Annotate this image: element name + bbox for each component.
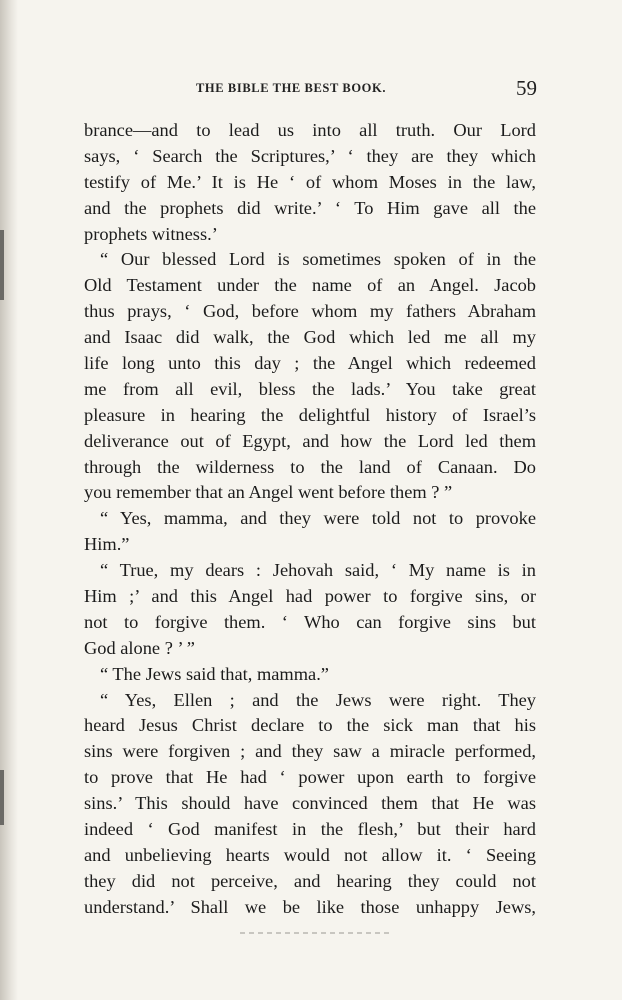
spine-mark <box>0 230 4 300</box>
spine-shadow <box>0 0 18 1000</box>
text-line: sins.’ This should have convinced them that He was <box>84 793 536 814</box>
page-number: 59 <box>516 76 537 100</box>
body-text <box>84 118 536 921</box>
text-line: life long unto this day ; the Angel which redeemed <box>84 353 536 374</box>
text-line: and the prophets did write.’ ‘ To Him gave all the <box>84 197 536 218</box>
text-line: brance—and to lead us into all truth. Our Lord <box>84 120 536 140</box>
text-line: sins were forgiven ; and they saw a miracle performed, <box>84 741 536 762</box>
text-line: pleasure in hearing the delightful history of Israel’s <box>84 404 536 425</box>
text-line: deliverance out of Egypt, and how the Lord led them <box>84 430 536 451</box>
text-line: and unbelieving hearts would not allow it. ‘ Seeing <box>84 844 536 865</box>
text-line: and Isaac did walk, the God which led me all my <box>84 327 536 348</box>
text-line: testify of Me.’ It is He ‘ of whom Moses in the law, <box>84 171 536 192</box>
running-head <box>84 76 539 100</box>
text-line: thus prays, ‘ God, before whom my fathers Abraham <box>84 301 536 322</box>
print-smudge <box>240 932 390 934</box>
text-line: “ Yes, Ellen ; and the Jews were right. They <box>100 689 536 710</box>
text-line: “ The Jews said that, mamma.” <box>100 663 329 684</box>
text-line: “ True, my dears : Jehovah said, ‘ My name is in <box>100 560 536 581</box>
text-line: heard Jesus Christ declare to the sick man that his <box>84 715 536 736</box>
text-line: says, ‘ Search the Scriptures,’ ‘ they are they which <box>84 145 536 166</box>
text-line: God alone ? ’ ” <box>84 637 195 658</box>
text-line: prophets witness.’ <box>84 223 218 244</box>
text-line: indeed ‘ God manifest in the flesh,’ but their hard <box>84 819 536 840</box>
text-line: Him ;’ and this Angel had power to forgive sins, or <box>84 586 536 607</box>
text-line: “ Yes, mamma, and they were told not to provoke <box>100 508 536 529</box>
text-line: Him.” <box>84 534 130 555</box>
text-line: Old Testament under the name of an Angel. Jacob <box>84 275 536 296</box>
text-line: you remember that an Angel went before them ? ” <box>84 482 453 503</box>
text-line: understand.’ Shall we be like those unhappy Jews, <box>84 896 536 917</box>
text-line: me from all evil, bless the lads.’ You take great <box>84 378 536 399</box>
text-line: they did not perceive, and hearing they could not <box>84 870 536 891</box>
spine-mark <box>0 770 4 825</box>
text-line: “ Our blessed Lord is sometimes spoken of in the <box>100 249 536 270</box>
text-line: through the wilderness to the land of Canaan. Do <box>84 456 536 477</box>
running-title: THE BIBLE THE BEST BOOK. <box>196 81 387 95</box>
text-line: to prove that He had ‘ power upon earth to forgive <box>84 767 536 788</box>
text-line: not to forgive them. ‘ Who can forgive sins but <box>84 611 536 632</box>
